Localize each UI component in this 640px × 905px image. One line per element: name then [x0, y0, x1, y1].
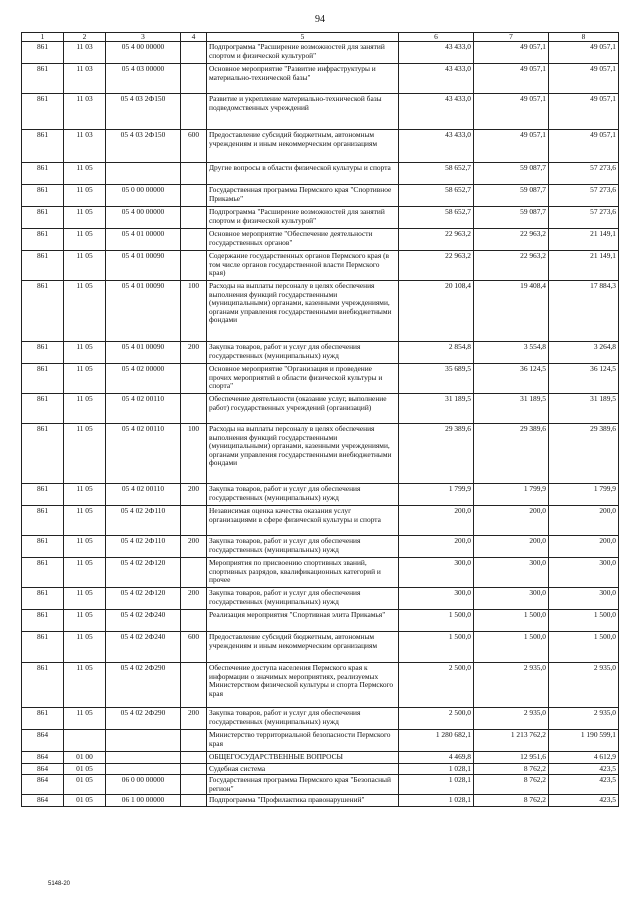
cell-description: Реализация мероприятия "Спортивная элита Прикамья": [207, 610, 399, 632]
cell-expense-type: [181, 763, 207, 775]
cell-expense-type: 600: [181, 130, 207, 163]
cell-amount-2020: 1 280 682,1: [399, 730, 474, 752]
cell-amount-2020: 1 028,1: [399, 795, 474, 807]
cell-section: 11 05: [64, 342, 106, 364]
cell-section: 11 05: [64, 394, 106, 424]
cell-expense-type: 200: [181, 484, 207, 506]
cell-target-article: [106, 752, 181, 764]
cell-admin-code: 864: [22, 795, 64, 807]
cell-target-article: 05 4 01 00000: [106, 229, 181, 251]
cell-expense-type: 600: [181, 632, 207, 663]
cell-admin-code: 861: [22, 558, 64, 588]
cell-amount-2022: 3 264,8: [549, 342, 619, 364]
table-row: [22, 506, 619, 536]
cell-target-article: 05 4 00 00000: [106, 42, 181, 64]
cell-admin-code: 861: [22, 394, 64, 424]
cell-description: Закупка товаров, работ и услуг для обеспечения государственных (муниципальных) нужд: [207, 484, 399, 506]
cell-amount-2020: 58 652,7: [399, 207, 474, 229]
cell-target-article: 05 4 02 2Ф290: [106, 663, 181, 708]
cell-admin-code: 861: [22, 207, 64, 229]
cell-amount-2022: 200,0: [549, 506, 619, 536]
cell-amount-2022: 36 124,5: [549, 364, 619, 394]
cell-amount-2020: 43 433,0: [399, 64, 474, 94]
cell-amount-2020: 22 963,2: [399, 229, 474, 251]
cell-target-article: 05 4 01 00090: [106, 251, 181, 281]
cell-description: Министерство территориальной безопасности Пермского края: [207, 730, 399, 752]
cell-target-article: 05 4 03 00000: [106, 64, 181, 94]
cell-amount-2021: 19 408,4: [474, 281, 549, 342]
cell-amount-2021: 59 087,7: [474, 207, 549, 229]
cell-amount-2022: 423,5: [549, 795, 619, 807]
cell-amount-2022: 17 884,3: [549, 281, 619, 342]
table-row: [22, 394, 619, 424]
cell-expense-type: 100: [181, 424, 207, 484]
cell-section: 11 05: [64, 281, 106, 342]
cell-description: Основное мероприятие "Развитие инфраструктуры и материально-технической базы": [207, 64, 399, 94]
cell-expense-type: [181, 730, 207, 752]
cell-amount-2021: 8 762,2: [474, 775, 549, 795]
cell-expense-type: [181, 775, 207, 795]
cell-section: 11 05: [64, 588, 106, 610]
cell-description: Закупка товаров, работ и услуг для обеспечения государственных (муниципальных) нужд: [207, 588, 399, 610]
cell-expense-type: [181, 795, 207, 807]
cell-section: [64, 730, 106, 752]
cell-section: 11 05: [64, 558, 106, 588]
cell-admin-code: 864: [22, 763, 64, 775]
cell-amount-2022: 4 612,9: [549, 752, 619, 764]
cell-amount-2021: 2 935,0: [474, 663, 549, 708]
cell-amount-2021: 1 500,0: [474, 610, 549, 632]
cell-admin-code: 861: [22, 163, 64, 185]
cell-amount-2021: 1 500,0: [474, 632, 549, 663]
cell-amount-2021: 200,0: [474, 536, 549, 558]
cell-admin-code: 861: [22, 588, 64, 610]
cell-amount-2022: 1 799,9: [549, 484, 619, 506]
cell-section: 11 03: [64, 94, 106, 130]
cell-amount-2022: 1 190 599,1: [549, 730, 619, 752]
cell-target-article: 05 4 02 2Ф110: [106, 506, 181, 536]
cell-amount-2020: 20 108,4: [399, 281, 474, 342]
cell-admin-code: 861: [22, 281, 64, 342]
cell-amount-2022: 21 149,1: [549, 251, 619, 281]
cell-admin-code: 861: [22, 632, 64, 663]
cell-section: 11 05: [64, 506, 106, 536]
cell-description: Подпрограмма "Профилактика правонарушений": [207, 795, 399, 807]
cell-amount-2021: 300,0: [474, 588, 549, 610]
cell-target-article: 05 4 01 00090: [106, 281, 181, 342]
cell-description: Другие вопросы в области физической культуры и спорта: [207, 163, 399, 185]
cell-amount-2020: 4 469,8: [399, 752, 474, 764]
cell-amount-2020: 58 652,7: [399, 185, 474, 207]
table-row: [22, 207, 619, 229]
cell-expense-type: [181, 42, 207, 64]
cell-expense-type: [181, 610, 207, 632]
cell-amount-2021: 8 762,2: [474, 795, 549, 807]
cell-section: 11 05: [64, 708, 106, 730]
cell-amount-2020: 1 028,1: [399, 775, 474, 795]
cell-target-article: 05 4 03 2Ф150: [106, 130, 181, 163]
cell-amount-2021: 59 087,7: [474, 185, 549, 207]
cell-expense-type: [181, 64, 207, 94]
table-row: [22, 229, 619, 251]
cell-amount-2020: 1 799,9: [399, 484, 474, 506]
cell-section: 11 05: [64, 163, 106, 185]
cell-amount-2020: 31 189,5: [399, 394, 474, 424]
column-header-8: 8: [549, 33, 619, 42]
table-row: [22, 342, 619, 364]
cell-description: Закупка товаров, работ и услуг для обеспечения государственных (муниципальных) нужд: [207, 342, 399, 364]
table-row: [22, 610, 619, 632]
cell-description: Расходы на выплаты персоналу в целях обеспечения выполнения функций государственными (муниципальными) органами, казенными учреждениями, органами управления государственными внебюджетными фондами: [207, 281, 399, 342]
cell-description: Мероприятия по присвоению спортивных званий, спортивных разрядов, квалификационных категорий и прочее: [207, 558, 399, 588]
cell-admin-code: 864: [22, 775, 64, 795]
cell-description: Обеспечение деятельности (оказание услуг, выполнение работ) государственных учреждений (организаций): [207, 394, 399, 424]
cell-target-article: 05 4 02 2Ф290: [106, 708, 181, 730]
cell-amount-2021: 49 057,1: [474, 94, 549, 130]
cell-amount-2022: 31 189,5: [549, 394, 619, 424]
cell-target-article: [106, 163, 181, 185]
cell-amount-2021: 1 213 762,2: [474, 730, 549, 752]
cell-description: Обеспечение доступа населения Пермского края к информации о значимых мероприятиях, реализуемых Министерством физической культуры и спорта Пермского края: [207, 663, 399, 708]
cell-description: Основное мероприятие "Обеспечение деятельности государственных органов": [207, 229, 399, 251]
cell-section: 11 03: [64, 130, 106, 163]
cell-description: Закупка товаров, работ и услуг для обеспечения государственных (муниципальных) нужд: [207, 536, 399, 558]
cell-expense-type: [181, 364, 207, 394]
cell-expense-type: [181, 163, 207, 185]
cell-amount-2020: 29 389,6: [399, 424, 474, 484]
cell-amount-2020: 43 433,0: [399, 42, 474, 64]
cell-section: 11 05: [64, 185, 106, 207]
cell-description: Предоставление субсидий бюджетным, автономным учреждениям и иным некоммерческим организациям: [207, 130, 399, 163]
cell-description: Предоставление субсидий бюджетным, автономным учреждениям и иным некоммерческим организациям: [207, 632, 399, 663]
cell-amount-2022: 300,0: [549, 558, 619, 588]
cell-amount-2022: 57 273,6: [549, 185, 619, 207]
cell-amount-2020: 43 433,0: [399, 94, 474, 130]
cell-amount-2022: 300,0: [549, 588, 619, 610]
cell-amount-2020: 300,0: [399, 558, 474, 588]
table-row: [22, 281, 619, 342]
table-row: [22, 484, 619, 506]
column-header-1: 1: [22, 33, 64, 42]
table-row: [22, 364, 619, 394]
cell-target-article: [106, 730, 181, 752]
column-header-7: 7: [474, 33, 549, 42]
cell-description: Независимая оценка качества оказания услуг организациями в сфере физической культуры и спорта: [207, 506, 399, 536]
cell-amount-2022: 423,5: [549, 775, 619, 795]
cell-amount-2021: 36 124,5: [474, 364, 549, 394]
cell-amount-2020: 300,0: [399, 588, 474, 610]
column-header-5: 5: [207, 33, 399, 42]
cell-section: 11 05: [64, 364, 106, 394]
cell-amount-2020: 1 500,0: [399, 632, 474, 663]
table-row: [22, 730, 619, 752]
cell-amount-2022: 29 389,6: [549, 424, 619, 484]
cell-expense-type: [181, 506, 207, 536]
cell-amount-2020: 35 689,5: [399, 364, 474, 394]
cell-amount-2020: 1 500,0: [399, 610, 474, 632]
cell-description: Судебная система: [207, 763, 399, 775]
cell-target-article: 05 4 02 2Ф120: [106, 558, 181, 588]
table-row: [22, 775, 619, 795]
cell-amount-2021: 49 057,1: [474, 42, 549, 64]
cell-amount-2021: 29 389,6: [474, 424, 549, 484]
cell-amount-2022: 1 500,0: [549, 610, 619, 632]
cell-section: 11 05: [64, 229, 106, 251]
table-row: [22, 64, 619, 94]
cell-amount-2021: 2 935,0: [474, 708, 549, 730]
cell-amount-2021: 31 189,5: [474, 394, 549, 424]
cell-amount-2021: 59 087,7: [474, 163, 549, 185]
cell-admin-code: 861: [22, 364, 64, 394]
cell-admin-code: 861: [22, 251, 64, 281]
table-row: [22, 94, 619, 130]
cell-admin-code: 864: [22, 752, 64, 764]
cell-description: ОБЩЕГОСУДАРСТВЕННЫЕ ВОПРОСЫ: [207, 752, 399, 764]
cell-target-article: 05 4 02 00110: [106, 394, 181, 424]
cell-section: 11 05: [64, 424, 106, 484]
cell-admin-code: 861: [22, 536, 64, 558]
cell-amount-2020: 1 028,1: [399, 763, 474, 775]
table-row: [22, 588, 619, 610]
cell-amount-2021: 1 799,9: [474, 484, 549, 506]
cell-amount-2022: 2 935,0: [549, 708, 619, 730]
table-row: [22, 632, 619, 663]
cell-section: 01 05: [64, 795, 106, 807]
cell-description: Содержание государственных органов Пермского края (в том числе органов государственной власти Пермского края): [207, 251, 399, 281]
table-row: [22, 752, 619, 764]
table-row: [22, 163, 619, 185]
cell-expense-type: [181, 394, 207, 424]
cell-amount-2020: 22 963,2: [399, 251, 474, 281]
cell-amount-2022: 49 057,1: [549, 42, 619, 64]
cell-admin-code: 861: [22, 229, 64, 251]
cell-admin-code: 864: [22, 730, 64, 752]
budget-table: [21, 32, 619, 807]
cell-description: Закупка товаров, работ и услуг для обеспечения государственных (муниципальных) нужд: [207, 708, 399, 730]
cell-amount-2021: 49 057,1: [474, 130, 549, 163]
cell-amount-2021: 3 554,8: [474, 342, 549, 364]
cell-admin-code: 861: [22, 708, 64, 730]
cell-section: 11 05: [64, 632, 106, 663]
cell-admin-code: 861: [22, 342, 64, 364]
cell-amount-2021: 22 963,2: [474, 229, 549, 251]
table-row: [22, 763, 619, 775]
cell-amount-2020: 2 500,0: [399, 708, 474, 730]
cell-target-article: 05 4 03 2Ф150: [106, 94, 181, 130]
table-row: [22, 536, 619, 558]
cell-expense-type: 200: [181, 536, 207, 558]
cell-amount-2022: 423,5: [549, 763, 619, 775]
cell-section: 11 03: [64, 64, 106, 94]
cell-admin-code: 861: [22, 663, 64, 708]
cell-target-article: 05 0 00 00000: [106, 185, 181, 207]
cell-target-article: 05 4 02 2Ф120: [106, 588, 181, 610]
cell-section: 01 00: [64, 752, 106, 764]
cell-amount-2020: 200,0: [399, 536, 474, 558]
cell-admin-code: 861: [22, 424, 64, 484]
cell-expense-type: 200: [181, 342, 207, 364]
cell-target-article: 05 4 02 2Ф240: [106, 632, 181, 663]
cell-expense-type: 200: [181, 708, 207, 730]
cell-admin-code: 861: [22, 484, 64, 506]
cell-amount-2022: 21 149,1: [549, 229, 619, 251]
cell-amount-2020: 58 652,7: [399, 163, 474, 185]
cell-section: 11 05: [64, 536, 106, 558]
cell-amount-2021: 200,0: [474, 506, 549, 536]
table-row: [22, 708, 619, 730]
cell-amount-2022: 49 057,1: [549, 130, 619, 163]
table-row: [22, 251, 619, 281]
cell-section: 11 05: [64, 663, 106, 708]
cell-description: Подпрограмма "Расширение возможностей для занятий спортом и физической культурой": [207, 207, 399, 229]
cell-description: Развитие и укрепление материально-технической базы подведомственных учреждений: [207, 94, 399, 130]
cell-amount-2020: 2 500,0: [399, 663, 474, 708]
cell-description: Основное мероприятие "Организация и проведение прочих мероприятий в области физической культуры и спорта": [207, 364, 399, 394]
cell-section: 11 05: [64, 484, 106, 506]
cell-admin-code: 861: [22, 94, 64, 130]
cell-expense-type: 100: [181, 281, 207, 342]
cell-description: Подпрограмма "Расширение возможностей для занятий спортом и физической культурой": [207, 42, 399, 64]
cell-section: 11 05: [64, 610, 106, 632]
cell-amount-2022: 1 500,0: [549, 632, 619, 663]
table-row: [22, 42, 619, 64]
cell-amount-2022: 49 057,1: [549, 94, 619, 130]
cell-expense-type: [181, 185, 207, 207]
table-row: [22, 663, 619, 708]
cell-expense-type: [181, 229, 207, 251]
cell-section: 01 05: [64, 763, 106, 775]
cell-section: 01 05: [64, 775, 106, 795]
cell-amount-2020: 2 854,8: [399, 342, 474, 364]
header-row: [22, 33, 619, 42]
cell-amount-2022: 57 273,6: [549, 163, 619, 185]
cell-expense-type: [181, 251, 207, 281]
cell-target-article: 05 4 00 00000: [106, 207, 181, 229]
column-header-2: 2: [64, 33, 106, 42]
cell-expense-type: [181, 558, 207, 588]
cell-amount-2021: 12 951,6: [474, 752, 549, 764]
cell-admin-code: 861: [22, 42, 64, 64]
cell-amount-2022: 2 935,0: [549, 663, 619, 708]
table-row: [22, 185, 619, 207]
cell-expense-type: [181, 663, 207, 708]
cell-admin-code: 861: [22, 610, 64, 632]
cell-admin-code: 861: [22, 130, 64, 163]
footer-code: 5148-20: [48, 881, 71, 887]
cell-amount-2021: 49 057,1: [474, 64, 549, 94]
cell-target-article: 06 0 00 00000: [106, 775, 181, 795]
cell-target-article: 05 4 02 00110: [106, 484, 181, 506]
cell-section: 11 03: [64, 42, 106, 64]
cell-target-article: [106, 763, 181, 775]
cell-admin-code: 861: [22, 506, 64, 536]
cell-section: 11 05: [64, 207, 106, 229]
column-header-3: 3: [106, 33, 181, 42]
cell-amount-2020: 200,0: [399, 506, 474, 536]
cell-expense-type: [181, 207, 207, 229]
cell-description: Расходы на выплаты персоналу в целях обеспечения выполнения функций государственными (муниципальными) органами, казенными учреждениями, органами управления государственными внебюджетными фондами: [207, 424, 399, 484]
cell-amount-2022: 200,0: [549, 536, 619, 558]
table-row: [22, 130, 619, 163]
cell-expense-type: [181, 752, 207, 764]
cell-section: 11 05: [64, 251, 106, 281]
cell-amount-2021: 22 963,2: [474, 251, 549, 281]
cell-expense-type: [181, 94, 207, 130]
cell-target-article: 05 4 01 00090: [106, 342, 181, 364]
page-number: 94: [315, 14, 325, 25]
column-header-6: 6: [399, 33, 474, 42]
cell-amount-2022: 49 057,1: [549, 64, 619, 94]
cell-description: Государственная программа Пермского края "Безопасный регион": [207, 775, 399, 795]
cell-admin-code: 861: [22, 185, 64, 207]
cell-amount-2021: 300,0: [474, 558, 549, 588]
cell-target-article: 05 4 02 00110: [106, 424, 181, 484]
table-row: [22, 795, 619, 807]
cell-expense-type: 200: [181, 588, 207, 610]
cell-target-article: 05 4 02 2Ф240: [106, 610, 181, 632]
cell-amount-2022: 57 273,6: [549, 207, 619, 229]
cell-amount-2020: 43 433,0: [399, 130, 474, 163]
cell-target-article: 05 4 02 00000: [106, 364, 181, 394]
cell-description: Государственная программа Пермского края "Спортивное Прикамье": [207, 185, 399, 207]
cell-target-article: 06 1 00 00000: [106, 795, 181, 807]
cell-admin-code: 861: [22, 64, 64, 94]
cell-amount-2021: 8 762,2: [474, 763, 549, 775]
table-row: [22, 558, 619, 588]
table-row: [22, 424, 619, 484]
column-header-4: 4: [181, 33, 207, 42]
cell-target-article: 05 4 02 2Ф110: [106, 536, 181, 558]
